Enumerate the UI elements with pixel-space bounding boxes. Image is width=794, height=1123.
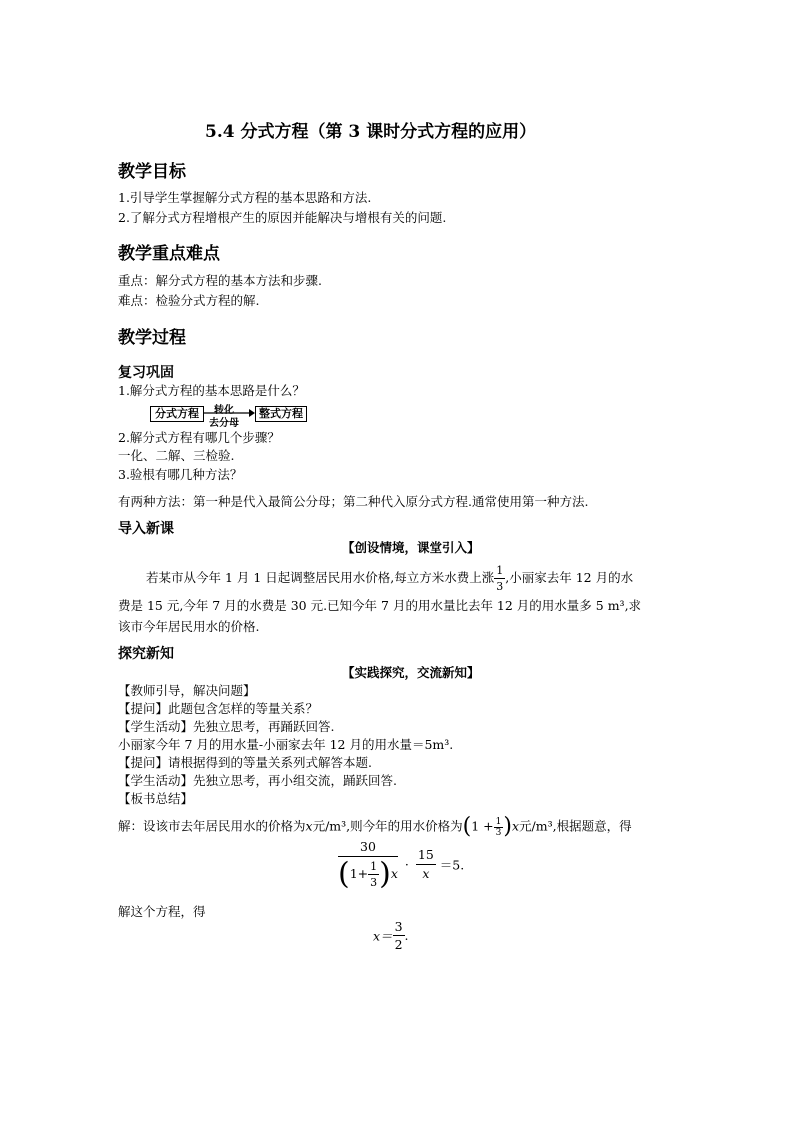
solution-unit-2: 元/m³,根据题意，得 [519, 818, 632, 834]
intro-text-a: 若某市从今年 1 月 1 日起调整居民用水价格,每立方米水费上涨 [146, 570, 495, 585]
result-tail: . [404, 928, 409, 943]
result-equation [373, 918, 409, 953]
process-heading: 教学过程 [118, 328, 186, 348]
paren-open: ( [462, 814, 472, 839]
eq-paren-open: ( [338, 856, 350, 892]
paren-close: ) [503, 814, 512, 839]
eq-paren-close: ) [379, 856, 391, 892]
result-den: 2 [394, 937, 403, 952]
review-a3: 有两种方法：第一种是代入最简公分母；第二种代入原分式方程.通常使用第一种方法. [118, 494, 589, 509]
keypoint-1: 重点：解分式方程的基本方法和步骤. [118, 273, 322, 288]
solution-var-x: x [305, 818, 313, 834]
objectives-heading: 教学目标 [118, 162, 186, 182]
explore-line-5: 【提问】请根据得到的等量关系列式解答本题. [118, 755, 372, 770]
solution-paren-fraction [494, 817, 504, 838]
solution-unit-1: 元/m³,则今年的用水价格为 [312, 818, 463, 834]
equation-left-num: 30 [338, 838, 398, 857]
eq-den-a: 1+ [349, 866, 369, 881]
review-heading: 复习巩固 [118, 365, 174, 381]
objective-2: 2.了解分式方程增根产生的原因并能解决与增根有关的问题. [118, 210, 447, 225]
solution-paren-num: 1 [495, 816, 502, 827]
review-a2: 一化、二解、三检验. [118, 448, 235, 463]
equation-left-fraction [338, 838, 398, 891]
solution-paren-content: 1 + [471, 818, 494, 834]
intro-fraction [494, 563, 505, 594]
solve-text: 解这个方程，得 [118, 904, 206, 919]
keypoint-2: 难点：检验分式方程的解. [118, 293, 260, 308]
page-title: 5.4 分式方程（第 3 课时分式方程的应用） [205, 122, 537, 142]
flow-box-fractional: 分式方程 [150, 406, 204, 422]
review-q1: 1.解分式方程的基本思路是什么？ [118, 383, 305, 398]
main-equation [338, 838, 464, 891]
solution-text-a: 解：设该市去年居民用水的价格为 [118, 818, 306, 834]
explore-heading: 探究新知 [118, 646, 174, 662]
flow-label-top: 转化 [214, 405, 234, 416]
equation-left-den [338, 857, 398, 891]
result-lhs: x＝ [373, 928, 393, 944]
explore-line-6: 【学生活动】先独立思考，再小组交流，踊跃回答. [118, 773, 397, 788]
explore-center-title: 【实践探究，交流新知】 [342, 665, 480, 680]
intro-paragraph-line3: 该市今年居民用水的价格. [118, 619, 260, 634]
review-q2: 2.解分式方程有哪几个步骤？ [118, 430, 280, 445]
equation-right-den: x [422, 866, 430, 881]
objective-1: 1.引导学生掌握解分式方程的基本思路和方法. [118, 190, 372, 205]
intro-heading: 导入新课 [118, 521, 174, 537]
solution-paren-den: 3 [495, 827, 502, 838]
explore-line-3: 【学生活动】先独立思考，再踊跃回答. [118, 719, 335, 734]
result-num: 3 [394, 919, 403, 934]
explore-line-7: 【板书总结】 [118, 791, 194, 806]
flow-arrow-icon [203, 407, 255, 419]
intro-center-title: 【创设情境，课堂引入】 [342, 540, 480, 555]
flow-box-integral: 整式方程 [255, 406, 307, 422]
eq-den-num: 1 [370, 860, 378, 873]
eq-den-fraction [368, 859, 379, 890]
equation-dot: · [404, 857, 409, 872]
explore-line-2: 【提问】此题包含怎样的等量关系？ [118, 701, 319, 716]
intro-paragraph-line2: 费是 15 元,今年 7 月的水费是 30 元.已知今年 7 月的用水量比去年 12 月的用水量多 5 m³,求 [118, 598, 642, 613]
flow-label-bottom: 去分母 [209, 418, 239, 429]
intro-frac-num: 1 [496, 564, 504, 577]
solution-var-x-2: x [511, 818, 520, 834]
result-fraction [393, 918, 405, 953]
equation-rhs: ＝5. [439, 857, 465, 873]
eq-den-x: x [390, 866, 398, 881]
intro-frac-den: 3 [496, 580, 504, 593]
keypoints-heading: 教学重点难点 [118, 244, 220, 264]
explore-line-1: 【教师引导，解决问题】 [118, 683, 256, 698]
equation-right-fraction [416, 846, 436, 883]
intro-paragraph-line1 [146, 563, 633, 594]
review-q3: 3.验根有哪几种方法？ [118, 467, 243, 482]
equation-right-num: 15 [416, 846, 436, 865]
intro-text-b: ,小丽家去年 12 月的水 [505, 570, 634, 585]
eq-den-den: 3 [370, 876, 378, 889]
explore-line-4: 小丽家今年 7 月的用水量-小丽家去年 12 月的用水量＝5m³. [118, 737, 454, 752]
